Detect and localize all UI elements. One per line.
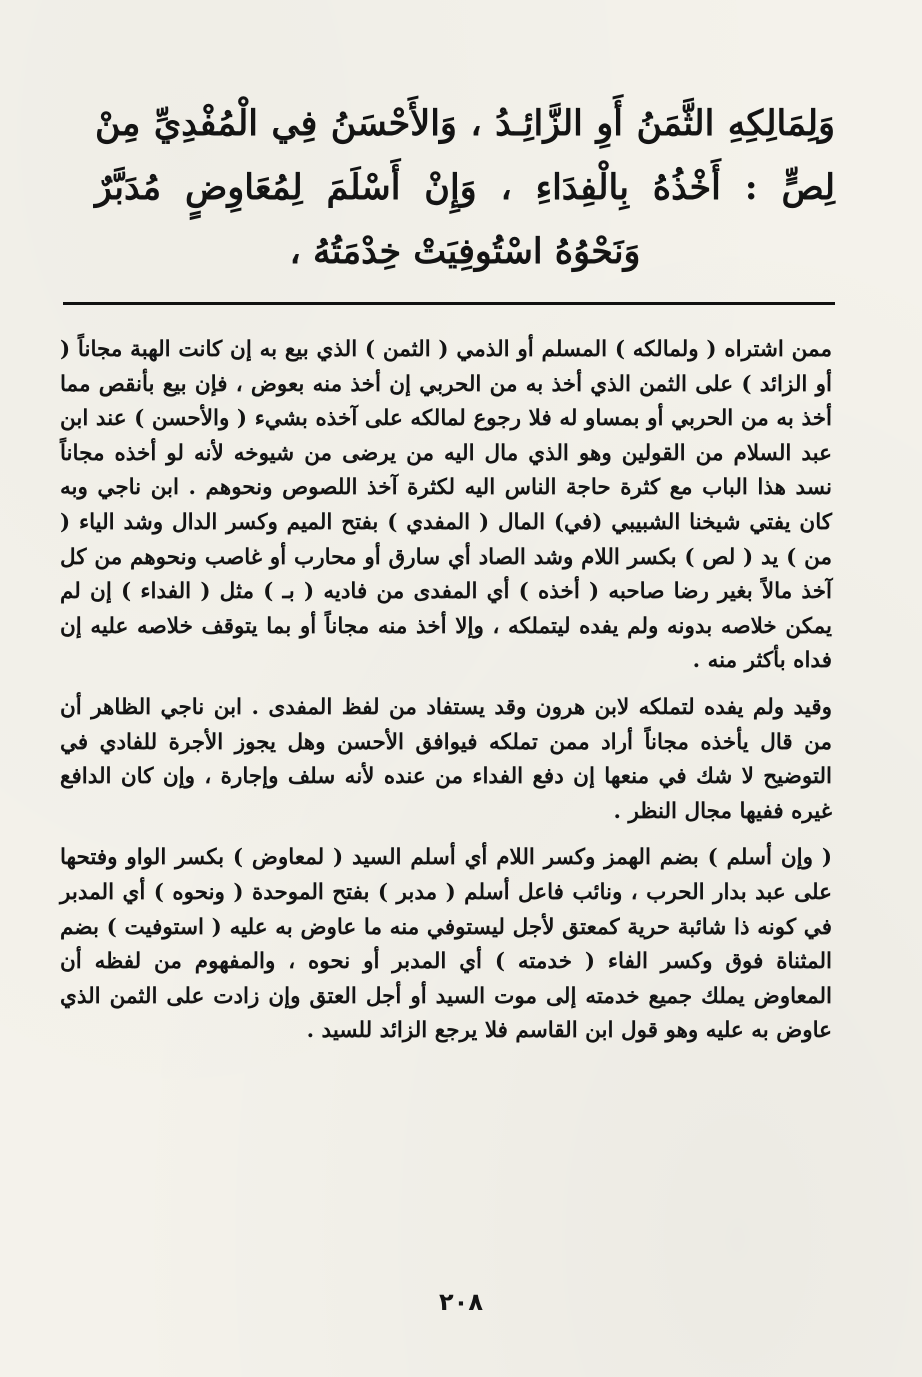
page-number: ٢٠٨ bbox=[439, 1288, 483, 1316]
commentary-paragraph-2: وقيد ولم يفده لتملكه لابن هرون وقد يستفاد من لفظ المفدى . ابن ناجي الظاهر أن من قال يأخذه مجاناً أراد ممن تملكه فيوافق الأحسن وهل يجوز الأجرة للفادي في التوضيح لا شك في منعها إن دفع الفداء من عنده لأنه سلف وإجارة ، وإن كان الدافع غيره ففيها مجال النظر . bbox=[60, 694, 832, 824]
separator-rule bbox=[63, 302, 835, 305]
commentary-paragraph-1: ممن اشتراه ( ولمالكه ) المسلم أو الذمي ( الثمن ) الذي بيع به إن كانت الهبة مجاناً ( أو الزائد ) على الثمن الذي أخذ به من الحربي إن أخذ منه بعوض ، فإن بيع بأنقص مما أخذ به من الحربي أو بمساو له فلا رجوع لمالكه على آخذه بشيء ( والأحسن ) عند ابن عبد السلام من القولين وهو الذي مال اليه من يرضى من شيوخه لأنه لو أخذه مجاناً نسد هذا الباب مع كثرة حاجة الناس اليه لكثرة آخذ اللصوص ونحوهم . ابن ناجي وبه كان يفتي شيخنا الشبيبي (في) المال ( المفدي ) بفتح الميم وكسر الدال وشد الياء ( من ) يد ( لص ) بكسر اللام وشد الصاد أي سارق أو محارب أو غاصب ونحوهم من كل آخذ مالاً بغير رضا صاحبه ( أخذه ) أي المفدى من فاديه ( بـ ) مثل ( الفداء ) إن لم يمكن خلاصه بدونه ولم يفده ليتملكه ، وإلا أخذ منه مجاناً أو بما يتوقف خلاصه عليه إن فداه بأكثر منه . bbox=[60, 337, 832, 674]
commentary-paragraph-3: ( وإن أسلم ) بضم الهمز وكسر اللام أي أسلم السيد ( لمعاوض ) بكسر الواو وفتحها على عبد بدار الحرب ، ونائب فاعل أسلم ( مدبر ) بفتح الموحدة ( ونحوه ) أي المدبر في كونه ذا شائبة حرية كمعتق لأجل ليستوفي منه ما عاوض به عليه ( استوفيت ) بضم المثناة فوق وكسر الفاء ( خدمته ) أي المدبر أو نحوه ، والمفهوم من لفظه أن المعاوض يملك جميع خدمته إلى موت السيد أو أجل العتق وإن زادت على الثمن الذي عاوض به عليه وهو قول ابن القاسم فلا يرجع الزائد للسيد . bbox=[60, 845, 832, 1044]
matn-text: وَلِمَالِكِهِ الثَّمَنُ أَوِ الزَّائِـدُ ، وَالأَحْسَنُ فِي الْمُفْدِيِّ مِنْ لِصٍّ : أَخْذُهُ بِالْفِدَاءِ ، وَإِنْ أَسْلَمَ لِمُعَاوِضٍ مُدَبَّرٌ وَنَحْوُهُ اسْتُوفِيَتْ خِدْمَتُهُ ، bbox=[95, 103, 835, 272]
commentary-section bbox=[60, 333, 832, 1049]
